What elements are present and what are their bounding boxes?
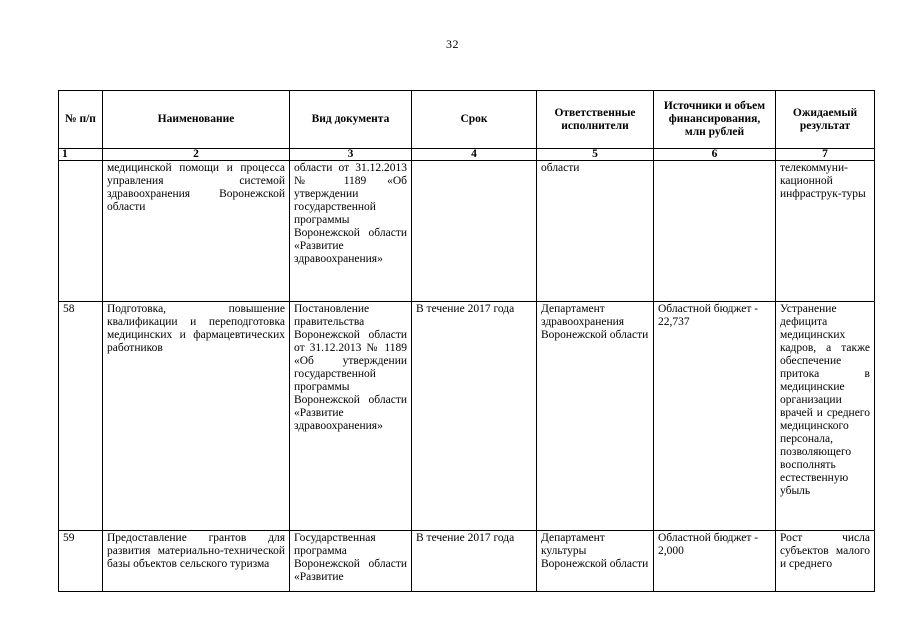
column-number: 3 (290, 149, 412, 161)
column-number: 4 (412, 149, 537, 161)
header-result: Ожидаемый результат (776, 91, 875, 149)
row-executors: Департамент культуры Воронежской области (537, 531, 654, 592)
row-term: В течение 2017 года (412, 531, 537, 592)
row-name: Предоставление грантов для развития материально-технической базы объектов сельского туризма (103, 531, 290, 592)
row-financing: Областной бюджет - 22,737 (654, 302, 776, 531)
row-term (412, 161, 537, 302)
table-row (59, 302, 875, 531)
row-number (59, 161, 103, 302)
row-result: Устранение дефицита медицинских кадров, а также обеспечение притока в медицинские организации врачей и среднего медицинского персонала, позволяющего восполнять естественную убыль (776, 302, 875, 531)
row-result: Рост числа субъектов малого и среднего (776, 531, 875, 592)
row-document: Постановление правительства Воронежской области от 31.12.2013 № 1189 «Об утверждении государственной программы Воронежской области «Развитие здравоохранения» (290, 302, 412, 531)
row-name: Подготовка, повышение квалификации и переподготовка медицинских и фармацевтических работников (103, 302, 290, 531)
table-row (59, 531, 875, 592)
column-number-row (59, 149, 875, 161)
header-financing: Источники и объем финансирования, млн рублей (654, 91, 776, 149)
row-financing (654, 161, 776, 302)
header-row (59, 91, 875, 149)
table-row (59, 161, 875, 302)
column-number: 6 (654, 149, 776, 161)
header-name: Наименование (103, 91, 290, 149)
row-executors: Департамент здравоохранения Воронежской области (537, 302, 654, 531)
row-financing: Областной бюджет - 2,000 (654, 531, 776, 592)
row-executors: области (537, 161, 654, 302)
row-number: 59 (59, 531, 103, 592)
column-number: 7 (776, 149, 875, 161)
row-document: области от 31.12.2013 № 1189 «Об утверждении государственной программы Воронежской области «Развитие здравоохранения» (290, 161, 412, 302)
column-number: 1 (59, 149, 103, 161)
page-number: 32 (446, 37, 459, 51)
row-number: 58 (59, 302, 103, 531)
column-number: 2 (103, 149, 290, 161)
row-term: В течение 2017 года (412, 302, 537, 531)
column-number: 5 (537, 149, 654, 161)
row-result: телекоммуни-кационной инфраструк-туры (776, 161, 875, 302)
header-executors: Ответственные исполнители (537, 91, 654, 149)
header-number: № п/п (59, 91, 103, 149)
header-term: Срок (412, 91, 537, 149)
row-document: Государственная программа Воронежской области «Развитие (290, 531, 412, 592)
plan-table (58, 90, 875, 592)
header-document: Вид документа (290, 91, 412, 149)
row-name: медицинской помощи и процесса управления системой здравоохранения Воронежской области (103, 161, 290, 302)
